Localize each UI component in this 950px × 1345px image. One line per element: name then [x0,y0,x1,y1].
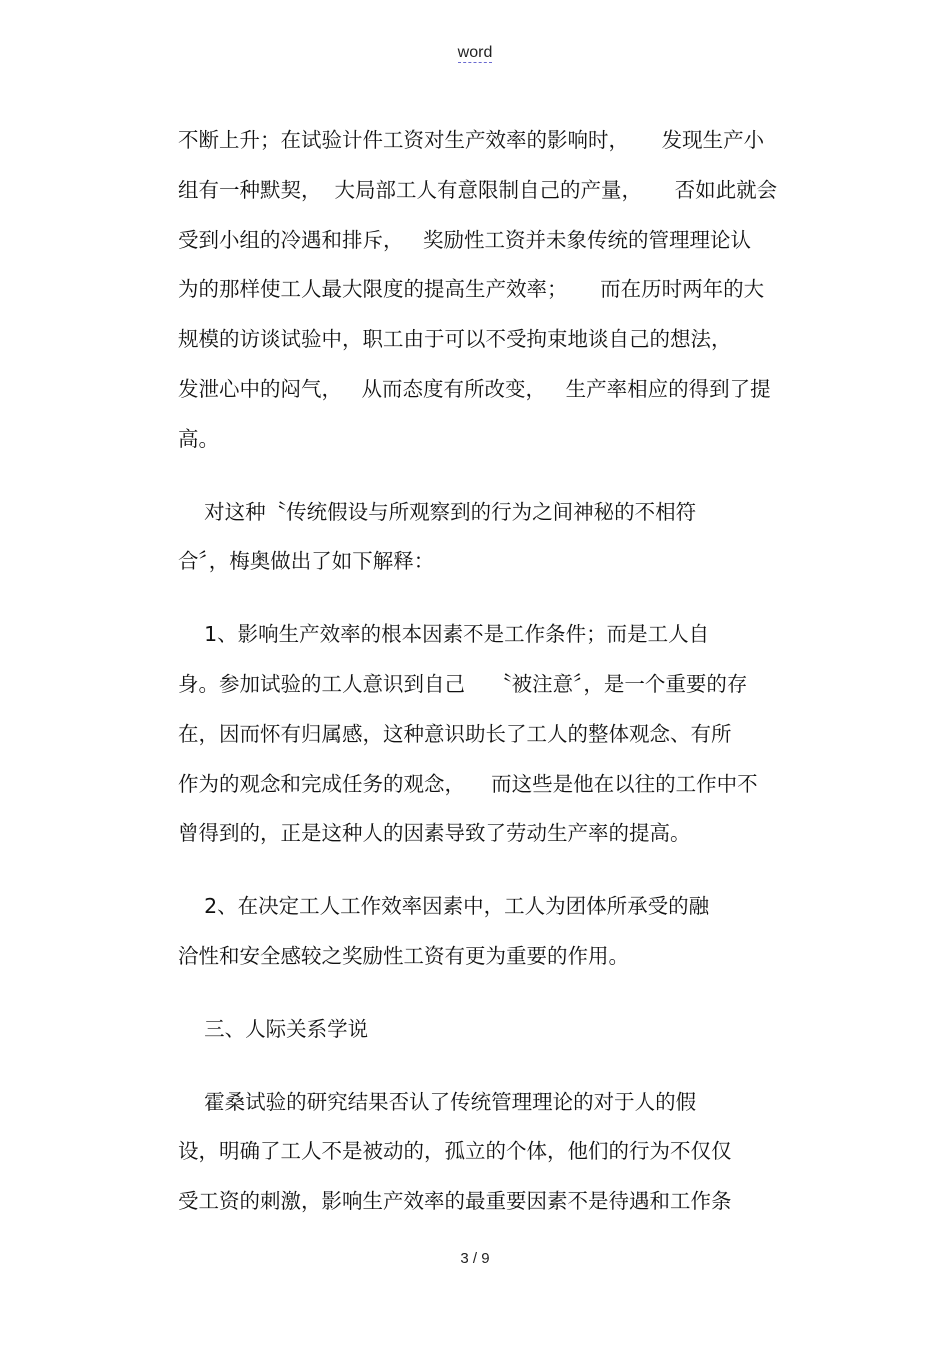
paragraph-3 [178,610,778,859]
paragraph-line: 1、影响生产效率的根本因素不是工作条件；而是工人自 [178,622,710,647]
paragraph-line: 在，因而怀有归属感，这种意识助长了工人的整体观念、有所 [178,721,732,746]
section-heading-text: 三、人际关系学说 [178,1016,369,1041]
paragraph-line: 组有一种默契， 大局部工人有意限制自己的产量， 否如此就会 [178,177,778,202]
paragraph-line: 为的那样使工人最大限度的提高生产效率； 而在历时两年的大 [178,277,765,302]
paragraph-line: 设，明确了工人不是被动的，孤立的个体，他们的行为不仅仅 [178,1139,732,1164]
paragraph-4 [178,882,778,982]
paragraph-line: 曾得到的，正是这种人的因素导致了劳动生产率的提高。 [178,821,691,846]
paragraph-line: 对这种〝传统假设与所观察到的行为之间神秘的不相符 [178,499,697,524]
page-indicator: 3 / 9 [460,1250,490,1267]
paragraph-5 [178,1078,778,1227]
header-title: word [457,44,493,61]
page-footer [0,1250,950,1267]
paragraph-line: 作为的观念和完成任务的观念， 而这些是他在以往的工作中不 [178,771,758,796]
paragraph-gap [178,982,778,1005]
paragraph-2 [178,488,778,588]
paragraph-line: 受到小组的冷遇和排斥， 奖励性工资并未象传统的管理理论认 [178,227,752,252]
paragraph-gap [178,859,778,882]
paragraph-1 [178,116,778,465]
paragraph-line: 受工资的刺激，影响生产效率的最重要因素不是待遇和工作条 [178,1189,732,1214]
document-body [178,116,778,1227]
page-header [0,44,950,62]
paragraph-line: 霍桑试验的研究结果否认了传统管理理论的对于人的假 [178,1089,697,1114]
paragraph-line: 规模的访谈试验中，职工由于可以不受拘束地谈自己的想法， [178,327,732,352]
paragraph-line: 发泄心中的闷气， 从而态度有所改变， 生产率相应的得到了提 [178,376,771,401]
paragraph-line: 高。 [178,426,219,451]
paragraph-gap [178,587,778,610]
paragraph-line: 2、在决定工人工作效率因素中，工人为团体所承受的融 [178,894,710,919]
section-heading [178,1005,778,1055]
paragraph-line: 洽性和安全感较之奖励性工资有更为重要的作用。 [178,943,629,968]
paragraph-line: 不断上升；在试验计件工资对生产效率的影响时， 发现生产小 [178,128,765,152]
paragraph-line: 合〞，梅奥做出了如下解释： [178,549,435,574]
paragraph-gap [178,1055,778,1078]
paragraph-line: 身。参加试验的工人意识到自己 〝被注意〞，是一个重要的存 [178,671,748,696]
paragraph-gap [178,465,778,488]
